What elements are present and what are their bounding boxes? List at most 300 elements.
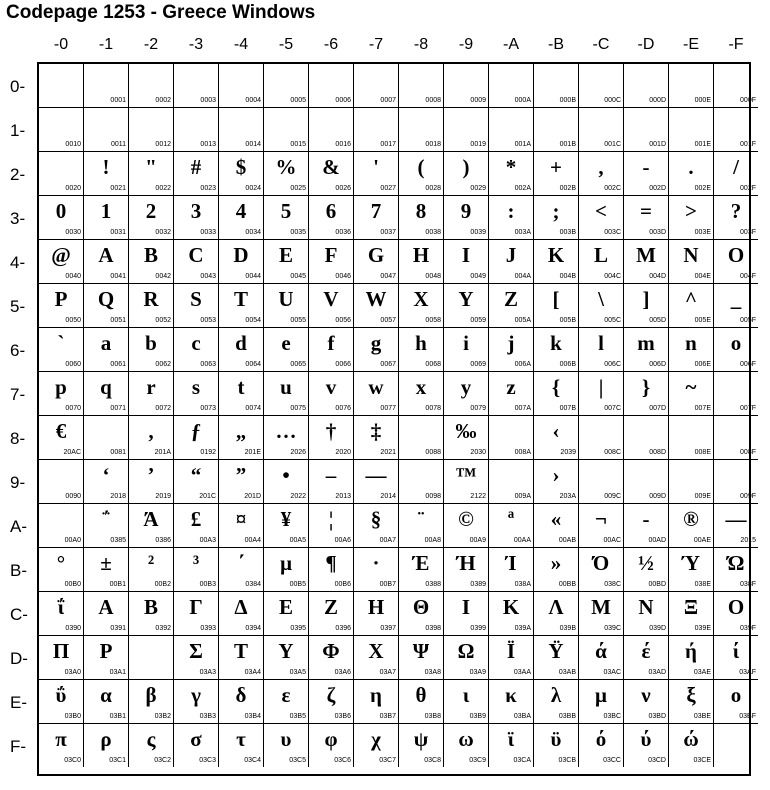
unicode-code: 00B5 [289,581,306,588]
glyph: k [550,331,562,355]
glyph: Κ [502,595,520,619]
code-cell [444,152,489,196]
code-cell [264,636,309,680]
unicode-code: 2039 [560,449,576,456]
glyph: τ [236,727,246,751]
unicode-code: 03B2 [154,713,171,720]
unicode-code: 03A9 [469,669,486,676]
glyph: γ [191,683,201,707]
unicode-code: 0060 [65,361,81,368]
code-cell [174,240,219,284]
unicode-code: 039B [559,625,576,632]
code-cell [129,372,174,416]
unicode-code: 004C [604,273,621,280]
unicode-code: 03B5 [289,713,306,720]
unicode-code: 03BA [513,713,531,720]
code-cell [129,196,174,240]
unicode-code: 0014 [245,141,261,148]
glyph: υ [280,727,292,751]
glyph: H [412,243,430,267]
unicode-code: 03A7 [379,669,396,676]
unicode-code: 0024 [245,185,261,192]
unicode-code: 0393 [200,625,216,632]
unicode-code: 0009 [470,97,486,104]
unicode-code: 039D [649,625,666,632]
code-cell [489,64,534,108]
unicode-code: 0068 [425,361,441,368]
code-cell [354,328,399,372]
code-cell [534,636,579,680]
glyph: † [325,419,337,443]
glyph: ‹ [552,419,560,443]
unicode-code: 007D [649,405,666,412]
unicode-code: 03A4 [244,669,261,676]
code-cell [669,636,714,680]
glyph: χ [371,727,381,751]
glyph: 3 [190,199,202,223]
code-cell [174,504,219,548]
code-cell [714,284,758,328]
unicode-code: 0385 [110,537,126,544]
unicode-code: 039C [604,625,621,632]
code-cell [84,636,129,680]
unicode-code: 0396 [335,625,351,632]
glyph: ; [552,199,560,223]
code-cell [579,64,624,108]
glyph: ΅ [102,507,110,531]
glyph: ω [458,727,474,751]
glyph: λ [550,683,562,707]
glyph: _ [730,287,742,311]
code-cell [444,284,489,328]
unicode-code: 001D [649,141,666,148]
glyph: Τ [233,639,248,663]
code-cell [714,724,758,767]
code-cell [309,196,354,240]
glyph: C [188,243,204,267]
unicode-code: 00B6 [334,581,351,588]
code-cell [444,636,489,680]
code-cell [534,548,579,592]
code-cell [39,724,84,767]
code-cell [534,504,579,548]
glyph: ― [725,507,747,531]
code-cell [669,372,714,416]
glyph: m [637,331,655,355]
unicode-code: 00A9 [469,537,486,544]
unicode-code: 038A [514,581,531,588]
code-cell [264,108,309,152]
code-cell [714,636,758,680]
code-cell [309,636,354,680]
unicode-code: 009C [604,493,621,500]
unicode-code: 0061 [110,361,126,368]
glyph: i [463,331,469,355]
unicode-code: 001A [514,141,531,148]
code-cell [354,636,399,680]
unicode-code: 0384 [245,581,261,588]
code-cell [39,196,84,240]
unicode-code: 0006 [335,97,351,104]
unicode-code: 0064 [245,361,261,368]
glyph: – [325,463,337,487]
glyph: D [233,243,249,267]
code-cell [489,108,534,152]
glyph: ϋ [550,727,562,751]
unicode-code: 0025 [290,185,306,192]
code-cell [219,64,264,108]
unicode-code: 00B1 [109,581,126,588]
code-cell [129,548,174,592]
code-cell [174,592,219,636]
glyph: ¨ [417,507,425,531]
unicode-code: 003F [740,229,756,236]
glyph: + [550,155,562,179]
code-cell [354,152,399,196]
code-cell [84,284,129,328]
code-cell [444,240,489,284]
glyph: } [641,375,651,399]
glyph: ² [147,551,155,575]
code-cell [534,152,579,196]
glyph: • [282,463,290,487]
code-cell [129,724,174,767]
glyph: U [278,287,294,311]
code-cell [534,592,579,636]
unicode-code: 201D [244,493,261,500]
code-cell [84,680,129,724]
code-cell [489,196,534,240]
unicode-code: 006E [694,361,711,368]
glyph: c [191,331,201,355]
glyph: x [415,375,427,399]
glyph: Π [52,639,70,663]
unicode-code: 007B [559,405,576,412]
glyph: o [730,331,742,355]
unicode-code: 0033 [200,229,216,236]
glyph: g [370,331,382,355]
glyph: σ [190,727,202,751]
code-cell [264,416,309,460]
code-cell [669,592,714,636]
unicode-code: 03B3 [199,713,216,720]
unicode-code: 0034 [245,229,261,236]
unicode-code: 0022 [155,185,171,192]
code-cell [534,108,579,152]
glyph: § [370,507,382,531]
glyph: ύ [640,727,652,751]
glyph: Λ [548,595,564,619]
code-cell [624,196,669,240]
glyph: B [143,243,158,267]
code-cell [309,240,354,284]
unicode-code: 0032 [155,229,171,236]
column-header: -4 [233,36,249,53]
glyph: ΐ [57,595,65,619]
code-cell [354,416,399,460]
unicode-code: 038C [604,581,621,588]
glyph: ς [146,727,156,751]
unicode-code: 03B4 [244,713,261,720]
code-cell [264,240,309,284]
unicode-code: 0390 [65,625,81,632]
glyph: W [365,287,387,311]
code-cell [579,592,624,636]
unicode-code: 0058 [425,317,441,324]
unicode-code: 0391 [110,625,126,632]
code-cell [714,196,758,240]
code-cell [219,416,264,460]
code-cell [624,636,669,680]
code-cell [174,328,219,372]
glyph: Χ [368,639,384,663]
code-cell [84,416,129,460]
code-cell [669,108,714,152]
code-cell [354,372,399,416]
code-cell [669,64,714,108]
glyph: $ [235,155,247,179]
unicode-code: 009D [649,493,666,500]
code-cell [489,680,534,724]
unicode-code: 005C [604,317,621,324]
glyph: z [506,375,516,399]
glyph: Ί [505,551,517,575]
glyph: π [55,727,67,751]
glyph: ‡ [370,419,382,443]
unicode-code: 00B2 [154,581,171,588]
unicode-code: 03A1 [109,669,126,676]
code-cell [39,108,84,152]
glyph: ¦ [328,507,334,531]
code-cell [129,240,174,284]
unicode-code: 0015 [290,141,306,148]
row-header: 9- [10,473,26,492]
unicode-code: 03AD [648,669,666,676]
code-cell [624,460,669,504]
glyph: ‘ [102,463,110,487]
glyph: Υ [278,639,294,663]
unicode-code: 0067 [380,361,396,368]
code-cell [39,372,84,416]
code-cell [714,152,758,196]
code-cell [264,504,309,548]
code-cell [489,152,534,196]
unicode-code: 0042 [155,273,171,280]
unicode-code: 0070 [65,405,81,412]
glyph: · [372,551,380,575]
code-cell [534,284,579,328]
unicode-code: 03AA [513,669,531,676]
unicode-code: 002B [559,185,576,192]
code-cell [489,636,534,680]
glyph: Μ [591,595,611,619]
unicode-code: 2026 [290,449,306,456]
glyph: d [235,331,247,355]
unicode-code: 038F [740,581,756,588]
unicode-code: 008E [694,449,711,456]
code-cell [489,416,534,460]
unicode-code: 002F [740,185,756,192]
code-cell [399,196,444,240]
glyph: # [190,155,202,179]
unicode-code: 0039 [470,229,486,236]
column-header: -9 [458,36,474,53]
glyph: έ [641,639,651,663]
glyph: “ [190,463,202,487]
unicode-code: 0059 [470,317,486,324]
glyph: » [550,551,562,575]
code-cell [444,680,489,724]
code-cell [489,328,534,372]
row-header: E- [10,693,27,712]
code-cell [444,548,489,592]
unicode-code: 03BC [603,713,621,720]
code-cell [669,416,714,460]
unicode-code: 03CA [513,757,531,764]
glyph: q [100,375,112,399]
unicode-code: 2013 [335,493,351,500]
glyph: ‚ [147,419,155,443]
unicode-code: 039F [740,625,756,632]
code-cell [174,196,219,240]
code-cell [579,284,624,328]
glyph: Y [458,287,474,311]
unicode-code: 03B9 [469,713,486,720]
code-cell [579,372,624,416]
code-cell [84,724,129,767]
glyph: ΰ [55,683,67,707]
code-cell [264,196,309,240]
unicode-code: 004A [514,273,531,280]
glyph: Γ [189,595,203,619]
unicode-code: 0002 [155,97,171,104]
code-cell [399,680,444,724]
code-cell [399,240,444,284]
code-cell [219,592,264,636]
unicode-code: 201E [244,449,261,456]
glyph: Ϊ [506,639,516,663]
glyph: 8 [415,199,427,223]
codepage-grid [37,62,756,776]
unicode-code: 0037 [380,229,396,236]
unicode-code: 03C0 [64,757,81,764]
unicode-code: 0005 [290,97,306,104]
glyph: 6 [325,199,337,223]
glyph: Ώ [727,551,745,575]
code-cell [354,240,399,284]
unicode-code: 008D [649,449,666,456]
unicode-code: 03A3 [199,669,216,676]
unicode-code: 00AD [648,537,666,544]
unicode-code: 001C [604,141,621,148]
glyph: ¬ [595,507,607,531]
unicode-code: 0018 [425,141,441,148]
unicode-code: 008F [740,449,756,456]
unicode-code: 0048 [425,273,441,280]
unicode-code: 0088 [425,449,441,456]
glyph: δ [235,683,247,707]
code-cell [219,680,264,724]
code-cell [579,504,624,548]
code-cell [669,548,714,592]
row-header: 6- [10,341,26,360]
glyph: — [365,463,387,487]
code-cell [309,592,354,636]
glyph: 2 [145,199,157,223]
unicode-code: 003C [604,229,621,236]
unicode-code: 00A8 [424,537,441,544]
code-cell [309,724,354,767]
column-header: -F [728,36,744,53]
code-cell [39,240,84,284]
code-cell [489,548,534,592]
glyph: ` [57,331,65,355]
unicode-code: 0027 [380,185,396,192]
column-header: -A [503,36,519,53]
glyph: ” [235,463,247,487]
unicode-code: 03C1 [109,757,126,764]
unicode-code: 20AC [63,449,81,456]
code-cell [489,724,534,767]
code-cell [264,724,309,767]
unicode-code: 0001 [110,97,126,104]
glyph: V [323,287,339,311]
glyph: Ό [592,551,610,575]
unicode-code: 005B [559,317,576,324]
glyph: 1 [100,199,112,223]
code-cell [714,680,758,724]
glyph: l [598,331,604,355]
glyph: ™ [455,463,477,487]
glyph: S [190,287,202,311]
unicode-code: 0028 [425,185,441,192]
unicode-code: 2015 [740,537,756,544]
unicode-code: 03A8 [424,669,441,676]
unicode-code: 0389 [470,581,486,588]
code-cell [624,240,669,284]
row-header: 8- [10,429,26,448]
unicode-code: 03B0 [64,713,81,720]
unicode-code: 0398 [425,625,441,632]
glyph: G [367,243,385,267]
code-cell [264,592,309,636]
row-header: 2- [10,165,26,184]
unicode-code: 0047 [380,273,396,280]
glyph: ζ [326,683,336,707]
unicode-code: 03BF [739,713,756,720]
code-cell [129,328,174,372]
code-cell [174,372,219,416]
unicode-code: 007E [694,405,711,412]
unicode-code: 03C2 [154,757,171,764]
code-cell [39,460,84,504]
code-cell [219,152,264,196]
unicode-code: 03AB [558,669,576,676]
unicode-code: 0004 [245,97,261,104]
column-header: -B [548,36,564,53]
unicode-code: 002E [694,185,711,192]
code-cell [264,460,309,504]
code-cell [579,636,624,680]
code-cell [714,64,758,108]
row-header: 0- [10,77,26,96]
unicode-code: 005A [514,317,531,324]
code-cell [309,284,354,328]
code-cell [129,64,174,108]
code-cell [714,328,758,372]
glyph: { [551,375,561,399]
unicode-code: 00AC [603,537,621,544]
